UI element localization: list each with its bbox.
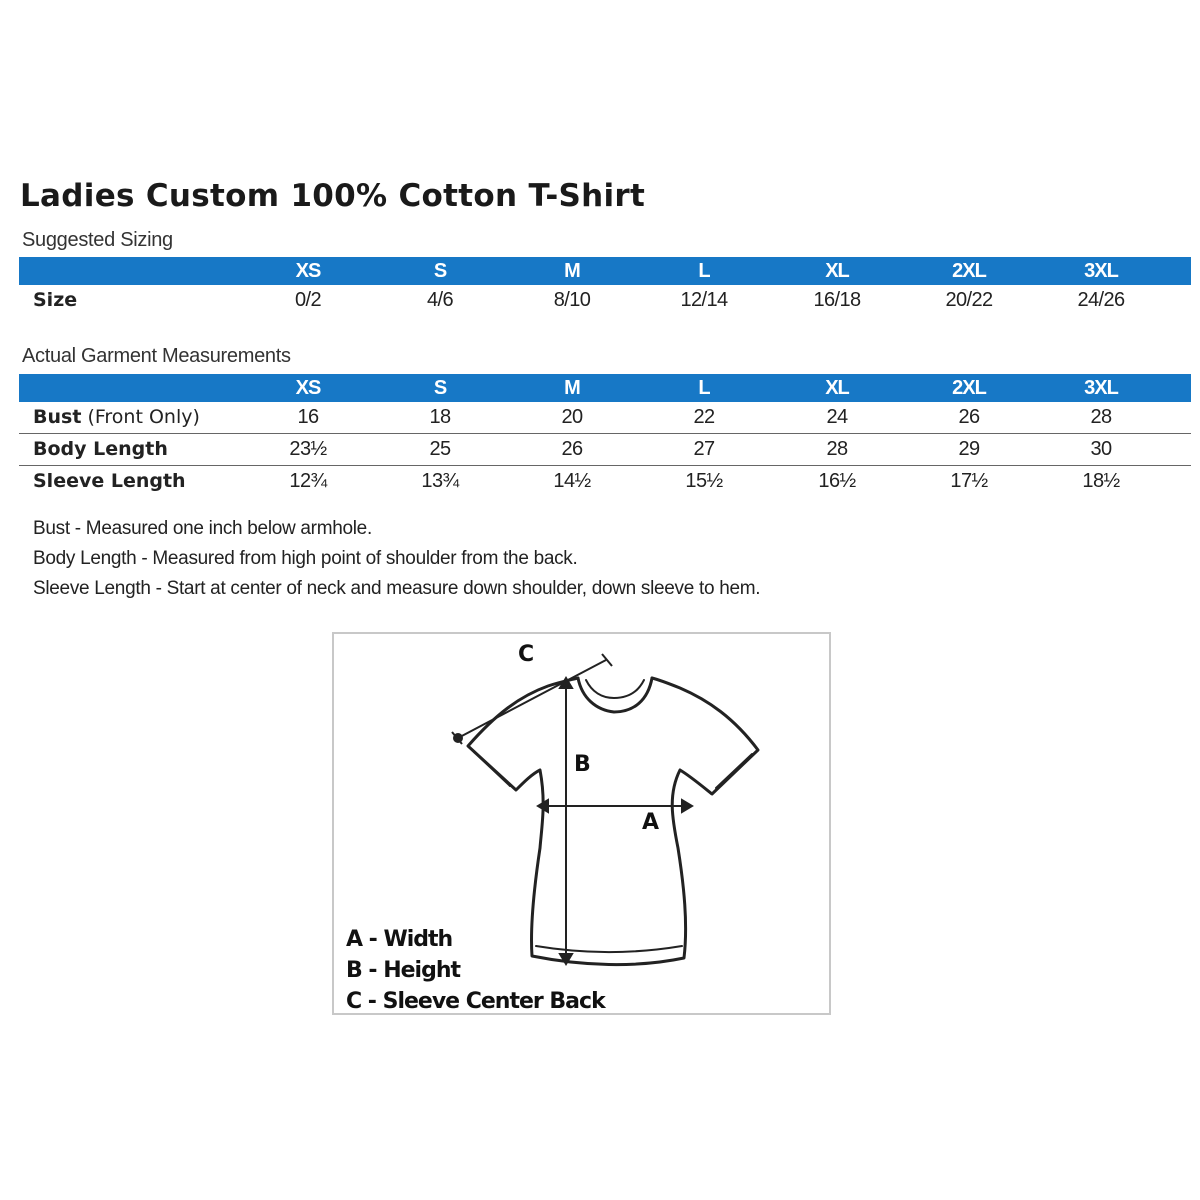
table-cell: 23½ xyxy=(289,438,327,460)
table-cell: 17½ xyxy=(950,470,988,492)
row-label-bold: Sleeve Length xyxy=(33,470,186,492)
note-body-length: Body Length - Measured from high point of shoulder from the back. xyxy=(33,548,578,569)
table-cell: 30 xyxy=(1090,438,1112,460)
row-label-size xyxy=(33,285,77,316)
size-header-2xl: 2XL xyxy=(952,377,986,399)
table-cell: 16 xyxy=(297,406,319,428)
size-header-m: M xyxy=(564,260,580,282)
table-cell: 20/22 xyxy=(945,289,993,311)
table-cell: 24 xyxy=(826,406,848,428)
diagram-legend xyxy=(346,924,605,1017)
suggested-sizing-label: Suggested Sizing xyxy=(22,229,173,251)
table-cell: 28 xyxy=(1090,406,1112,428)
table-cell: 0/2 xyxy=(294,289,321,311)
table-cell: 18 xyxy=(429,406,451,428)
size-header-l: L xyxy=(698,260,710,282)
table-cell: 24/26 xyxy=(1077,289,1125,311)
size-header-xs: XS xyxy=(295,377,321,399)
table-cell: 26 xyxy=(561,438,583,460)
table-cell: 15½ xyxy=(685,470,723,492)
table-cell: 12/14 xyxy=(680,289,728,311)
size-header-3xl: 3XL xyxy=(1084,377,1118,399)
size-header-xs: XS xyxy=(295,260,321,282)
row-label-bust xyxy=(33,402,200,433)
size-header-l: L xyxy=(698,377,710,399)
table-cell: 29 xyxy=(958,438,980,460)
table-cell: 28 xyxy=(826,438,848,460)
table-cell: 16/18 xyxy=(813,289,861,311)
suggested-sizing-table xyxy=(19,257,1191,316)
row-label-bold: Bust xyxy=(33,406,82,428)
row-label-body-length xyxy=(33,434,168,465)
size-header-s: S xyxy=(433,377,447,399)
table-cell: 12¾ xyxy=(289,470,327,492)
size-header-xl: XL xyxy=(825,260,849,282)
actual-measurements-table xyxy=(19,374,1191,497)
row-label-sleeve-length xyxy=(33,466,186,497)
table-cell: 16½ xyxy=(818,470,856,492)
dimension-label-c: C xyxy=(518,642,535,667)
table-cell: 4/6 xyxy=(426,289,453,311)
row-label-bold: Body Length xyxy=(33,438,168,460)
row-label-bold: Size xyxy=(33,289,78,311)
actual-measurements-label: Actual Garment Measurements xyxy=(22,345,291,367)
legend-height: B - Height xyxy=(346,958,461,983)
measurement-notes xyxy=(33,514,760,604)
note-sleeve-length: Sleeve Length - Start at center of neck and measure down shoulder, down sleeve to hem. xyxy=(33,578,761,599)
legend-sleeve: C - Sleeve Center Back xyxy=(346,989,605,1014)
table-row xyxy=(19,402,1191,434)
size-header-s: S xyxy=(433,260,447,282)
table-cell: 25 xyxy=(429,438,451,460)
size-header-xl: XL xyxy=(825,377,849,399)
size-header-2xl: 2XL xyxy=(952,260,986,282)
table-cell: 26 xyxy=(958,406,980,428)
dimension-label-b: B xyxy=(574,752,591,777)
measurement-diagram xyxy=(332,632,831,1015)
suggested-sizing-header xyxy=(19,257,1191,285)
size-header-m: M xyxy=(564,377,580,399)
size-header-3xl: 3XL xyxy=(1084,260,1118,282)
page-title: Ladies Custom 100% Cotton T-Shirt xyxy=(20,178,646,214)
table-cell: 8/10 xyxy=(553,289,591,311)
table-cell: 20 xyxy=(561,406,583,428)
row-label-note: (Front Only) xyxy=(81,406,200,428)
table-cell: 22 xyxy=(693,406,715,428)
legend-width: A - Width xyxy=(346,927,453,952)
table-row xyxy=(19,285,1191,316)
table-row xyxy=(19,434,1191,466)
table-cell: 13¾ xyxy=(421,470,459,492)
dimension-label-a: A xyxy=(642,810,660,835)
table-cell: 27 xyxy=(693,438,715,460)
table-cell: 18½ xyxy=(1082,470,1120,492)
actual-measurements-header xyxy=(19,374,1191,402)
table-row xyxy=(19,466,1191,497)
table-cell: 14½ xyxy=(553,470,591,492)
note-bust: Bust - Measured one inch below armhole. xyxy=(33,518,372,539)
